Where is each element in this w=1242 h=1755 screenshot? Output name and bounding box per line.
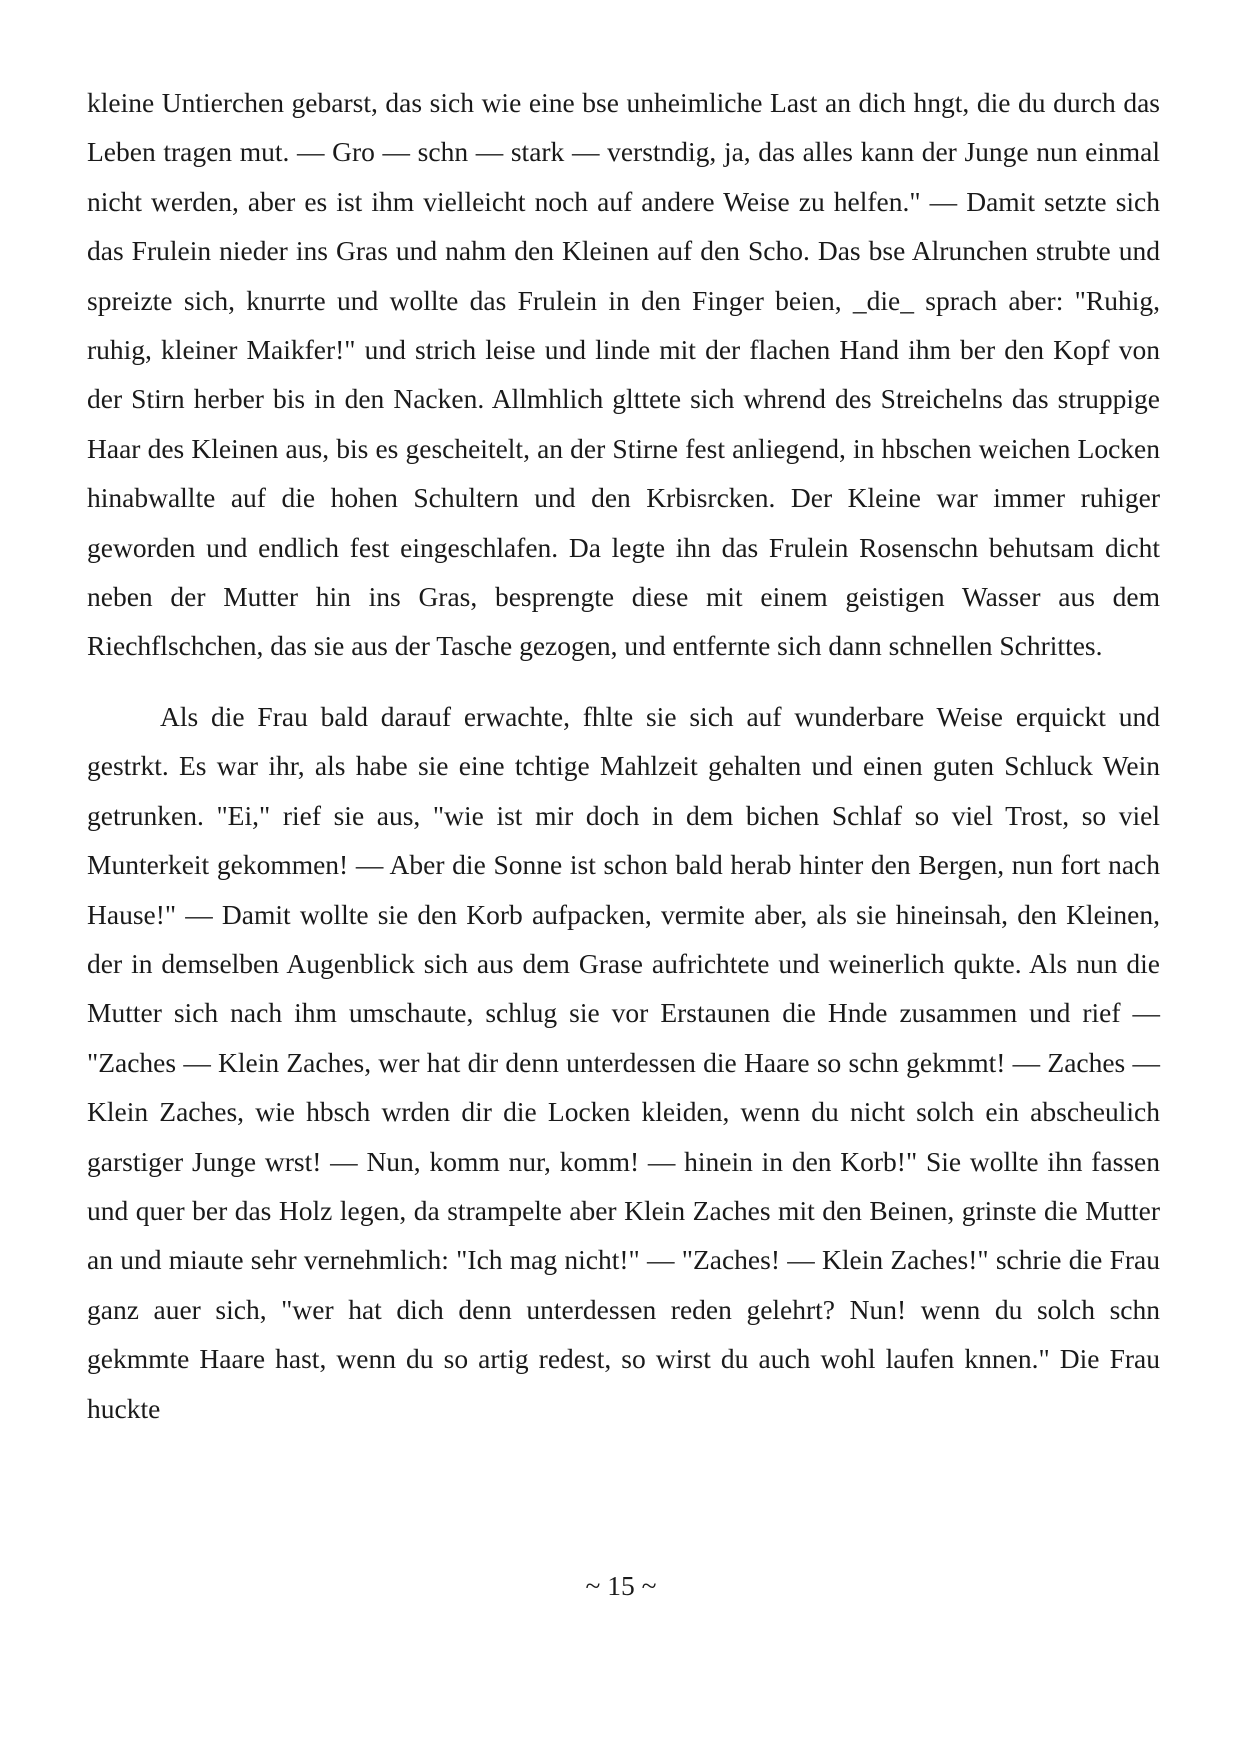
page-number: ~ 15 ~	[585, 1570, 657, 1601]
paragraph: Als die Frau bald darauf erwachte, fhlte sie sich auf wunderbare Weise erquickt und gestrkt. Es war ihr, als habe sie eine tchtige Mahlzeit gehalten und einen guten Schluck Wein getrunken. "Ei," rief sie aus, "wie ist mir doch in dem bichen Schlaf so viel Trost, so viel Munterkeit gekommen! — Aber die Sonne ist schon bald herab hinter den Bergen, nun fort nach Hause!" — Damit wollte sie den Korb aufpacken, vermite aber, als sie hineinsah, den Kleinen, der in demselben Augenblick sich aus dem Grase aufrichtete und weinerlich qukte. Als nun die Mutter sich nach ihm umschaute, schlug sie vor Erstaunen die Hnde zusammen und rief — "Zaches — Klein Zaches, wer hat dir denn unterdessen die Haare so schn gekmmt! — Zaches — Klein Zaches, wie hbsch wrden dir die Locken kleiden, wenn du nicht solch ein abscheulich garstiger Junge wrst! — Nun, komm nur, komm! — hinein in den Korb!" Sie wollte ihn fassen und quer ber das Holz legen, da strampelte aber Klein Zaches mit den Beinen, grinste die Mutter an und miaute sehr vernehmlich: "Ich mag nicht!" — "Zaches! — Klein Zaches!" schrie die Frau ganz auer sich, "wer hat dich denn unterdessen reden gelehrt? Nun! wenn du solch schn gekmmte Haare hast, wenn du so artig redest, so wirst du auch wohl laufen knnen." Die Frau huckte	[87, 700, 1160, 1424]
paragraph: kleine Untierchen gebarst, das sich wie eine bse unheimliche Last an dich hngt, die du durch das Leben tragen mut. — Gro — schn — stark — verstndig, ja, das alles kann der Junge nun einmal nicht werden, aber es ist ihm vielleicht noch auf andere Weise zu helfen." — Damit setzte sich das Frulein nieder ins Gras und nahm den Kleinen auf den Scho. Das bse Alrunchen strubte und spreizte sich, knurrte und wollte das Frulein in den Finger beien, _die_ sprach aber: "Ruhig, ruhig, kleiner Maikfer!" und strich leise und linde mit der flachen Hand ihm ber den Kopf von der Stirn herber bis in den Nacken. Allmhlich glttete sich whrend des Streichelns das struppige Haar des Kleinen aus, bis es gescheitelt, an der Stirne fest anliegend, in hbschen weichen Locken hinabwallte auf die hohen Schultern und den Krbisrcken. Der Kleine war immer ruhiger geworden und endlich fest eingeschlafen. Da legte ihn das Frulein Rosenschn behutsam dicht neben der Mutter hin ins Gras, besprengte diese mit einem geistigen Wasser aus dem Riechflschchen, das sie aus der Tasche gezogen, und entfernte sich dann schnellen Schrittes.	[87, 87, 1160, 662]
body-text	[87, 78, 1160, 1433]
